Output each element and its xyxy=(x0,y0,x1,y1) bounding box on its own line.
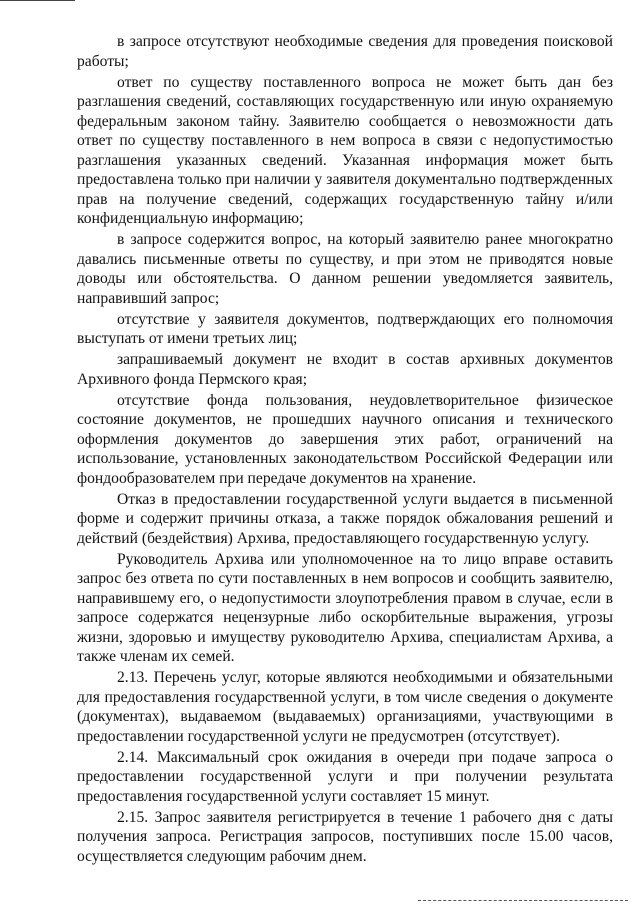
paragraph-not-in-archive-fund: запрашиваемый документ не входит в состав архивных документов Архивного фонда Пермского края; xyxy=(77,351,613,388)
paragraph-2-15: 2.15. Запрос заявителя регистрируется в течение 1 рабочего дня с даты получения запроса. Регистрация запросов, поступивших после 15.00 часов, осуществляется следующим рабочим днем. xyxy=(77,808,613,865)
paragraph-no-authority-documents: отсутствие у заявителя документов, подтверждающих его полномочия выступать от имени третьих лиц; xyxy=(77,310,613,347)
paragraph-state-secret: ответ по существу поставленного вопроса не может быть дан без разглашения сведений, составляющих государственную или иную охраняемую федеральным законом тайну. Заявителю сообщается о невозможности дать ответ по существу поставленного в нем вопроса в связи с недопустимостью разглашения указанных сведений. Указанная информация может быть предоставлена только при наличии у заявителя документально подтвержденных прав на получение сведений, содержащих государственную тайну и/или конфиденциальную информацию; xyxy=(77,73,613,227)
paragraph-2-13: 2.13. Перечень услуг, которые являются необходимыми и обязательными для предоставления государственной услуги, в том числе сведения о документе (документах), выдаваемом (выдаваемых) организациями, участвующими в предоставлении государственной услуги не предусмотрен (отсутствует). xyxy=(77,669,613,745)
top-rule-line xyxy=(0,0,75,1)
paragraph-repeated-question: в запросе содержится вопрос, на который заявителю ранее многократно давались письменные ответы по существу, и при этом не приводятся новые доводы или обстоятельства. О данном решении уведомляется заявитель, направивший запрос; xyxy=(77,231,613,307)
paragraph-refusal-written: Отказ в предоставлении государственной услуги выдается в письменной форме и содержит причины отказа, а также порядок обжалования решений и действий (бездействия) Архива, предоставляющего государственную услугу. xyxy=(77,490,613,547)
document-body xyxy=(77,32,613,868)
paragraph-2-14: 2.14. Максимальный срок ожидания в очереди при подаче запроса о предоставлении государственной услуги и при получении результата предоставления государственной услуги составляет 15 минут. xyxy=(77,748,613,805)
paragraph-search-info-missing: в запросе отсутствуют необходимые сведения для проведения поисковой работы; xyxy=(77,33,613,70)
paragraph-abuse-of-right: Руководитель Архива или уполномоченное на то лицо вправе оставить запрос без ответа по сути поставленных в нем вопросов и сообщить заявителю, направившему его, о недопустимости злоупотребления правом в случае, если в запросе содержатся нецензурные либо оскорбительные выражения, угрозы жизни, здоровью и имуществу руководителю Архива, специалистам Архива, а также членам их семей. xyxy=(77,550,613,665)
paragraph-document-condition: отсутствие фонда пользования, неудовлетворительное физическое состояние документов, не прошедших научного описания и технического оформления документов до завершения этих работ, ограничений на использование, установленных законодательством Российской Федерации или фондообразователем при передаче документов на хранение. xyxy=(77,391,613,487)
bottom-scan-marks xyxy=(418,900,628,903)
